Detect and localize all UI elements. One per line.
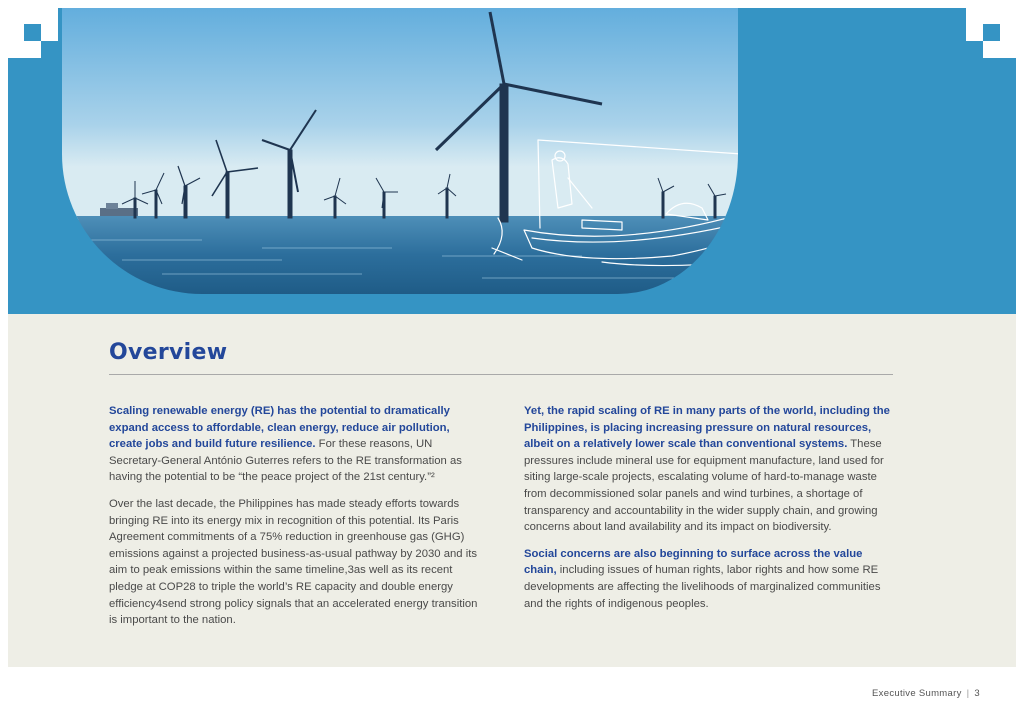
page-footer (872, 688, 980, 699)
right-column (524, 403, 896, 622)
paragraph-lead: Social concerns are also beginning to surface across the value chain, (524, 547, 863, 577)
paragraph-lead: Yet, the rapid scaling of RE in many parts of the world, including the Philippines, is placing increasing pressure on natural resources, albeit on a relatively lower scale than conventional systems. (524, 405, 890, 451)
paragraph-body: These pressures include mineral use for equipment manufacture, land used for siting large-scale projects, escalating volume of hard-to-manage waste from decommissioned solar panels and wind turbines, a shortage of transparency and accountability in the wider supply chain, and growing concerns about land availability and its impact on biodiversity. (524, 438, 884, 534)
paragraph (109, 496, 483, 629)
page-number: 3 (974, 688, 980, 699)
paragraph (109, 403, 483, 486)
left-column (109, 403, 483, 639)
corner-square (983, 24, 1000, 41)
corner-square (966, 41, 983, 58)
paragraph-lead: Scaling renewable energy (RE) has the potential to dramatically expand access to affordable, clean energy, reduce air pollution, create jobs and build future resilience. (109, 405, 450, 451)
hero-photo (62, 8, 738, 294)
footer-separator: | (966, 688, 970, 699)
footer-section: Executive Summary (872, 688, 962, 699)
corner-square (24, 24, 41, 41)
wind-farm-illustration (62, 8, 738, 294)
paragraph (524, 546, 896, 612)
corner-square (41, 41, 58, 58)
page-title: Overview (109, 340, 228, 365)
paragraph-body: including issues of human rights, labor rights and how some RE developments are affecting the livelihoods of marginalized communities and the rights of indigenous peoples. (524, 564, 881, 610)
paragraph-body: Over the last decade, the Philippines has made steady efforts towards bringing RE into its energy mix in recognition of this potential. Its Paris Agreement commitments of a 75% reduction in greenhouse gas (GHG) emissions against a projected business-as-usual pathway by 2030 and its aim to peak emissions within the same timeline,3as well as its recent pledge at COP28 to triple the world’s RE capacity and double energy efficiency4send strong policy signals that an accelerated energy transition is important to the nation. (109, 497, 478, 627)
paragraph-body: For these reasons, UN Secretary-General António Guterres refers to the RE transformation as having the potential to be “the peace project of the 21st century.”² (109, 438, 462, 484)
paragraph (524, 403, 896, 536)
title-divider (109, 374, 893, 375)
